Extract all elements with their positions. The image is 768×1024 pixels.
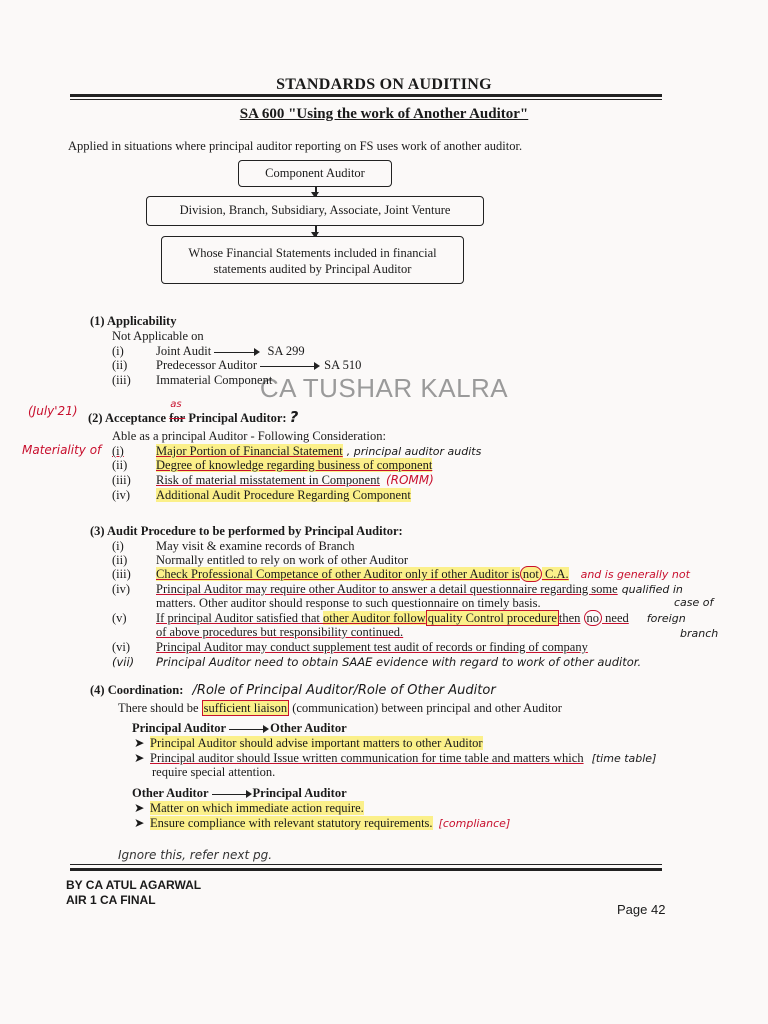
s1-item-1	[112, 344, 305, 359]
s3-item-5	[112, 611, 686, 626]
s2-heading-post: Principal Auditor:	[185, 411, 287, 425]
section-2-sub: Able as a principal Auditor - Following Consideration:	[112, 429, 386, 443]
flow-arrow-2	[315, 226, 317, 236]
s2-struck-word: for	[169, 411, 186, 425]
item-text-boxed: quality Control procedure	[427, 611, 557, 625]
section-1-heading: (1) Applicability	[90, 314, 177, 328]
s3-item-4-cont	[156, 596, 714, 611]
flow-box3-line2: statements audited by Principal Auditor	[213, 262, 412, 276]
item-text: Check Professional Competance of other Auditor only	[156, 567, 431, 581]
s4-heading-handwritten: /Role of Principal Auditor/Role of Other Auditor	[192, 683, 496, 698]
item-note: [compliance]	[438, 817, 511, 830]
arrow-bullet-icon: ➤	[134, 736, 145, 750]
item-text-d: C.A.	[541, 567, 569, 581]
s4-pa-heading	[132, 721, 347, 736]
watermark: CA TUSHAR KALRA	[259, 373, 509, 403]
item-note: branch	[680, 627, 719, 640]
item-label: Joint Audit	[156, 344, 212, 358]
item-text-circled: not	[520, 566, 542, 582]
from-label: Principal Auditor	[132, 721, 227, 735]
item-text: Risk of material misstatement in Component	[156, 473, 380, 487]
section-4-heading	[90, 683, 496, 698]
item-text-b: if other Auditor is	[430, 567, 520, 581]
s3-item-4	[112, 582, 683, 597]
flow-box-financial-statements	[161, 236, 464, 284]
flow-box3-line1: Whose Financial Statements included in financial	[188, 246, 437, 260]
s4-intro-c: (communication) between principal and other Auditor	[289, 701, 562, 715]
s4-oa-item-2	[134, 815, 510, 831]
s4-pa-item-2-cont: require special attention.	[152, 765, 276, 779]
arrow-icon	[260, 366, 318, 367]
to-label: Other Auditor	[270, 721, 347, 735]
flow-box-component-auditor: Component Auditor	[238, 160, 392, 187]
footer-rule-thin	[70, 864, 662, 865]
item-ref: SA 299	[267, 344, 305, 358]
s2-item-3	[112, 473, 434, 488]
arrow-icon	[214, 352, 258, 353]
s4-heading-text: (4) Coordination:	[90, 683, 184, 697]
s2-heading-pre: (2) Acceptance	[88, 411, 170, 425]
s4-intro	[118, 701, 562, 716]
item-text: Degree of knowledge regarding business of component	[156, 458, 433, 472]
s4-intro-a: There should be	[118, 701, 202, 715]
s2-margin-date-note: (July'21)	[28, 404, 78, 418]
item-num: (vi)	[112, 640, 131, 654]
item-text: Ensure compliance with relevant statutory requirements.	[150, 816, 433, 830]
item-num: (i)	[112, 539, 124, 553]
item-text: Principal Auditor may require other Auditor to answer a detail questionnaire regarding some	[156, 582, 618, 596]
item-label: Predecessor Auditor	[156, 358, 258, 372]
item-text-circled: no	[584, 610, 603, 626]
item-text-f: need	[602, 611, 629, 625]
item-text: Major Portion of Financial Statement	[156, 444, 343, 458]
item-text-b: other Auditor follow	[322, 611, 426, 625]
item-label: Immaterial Component	[156, 373, 273, 387]
item-note: , principal auditor audits	[346, 445, 482, 458]
s4-pa-item-1	[134, 735, 483, 751]
arrow-bullet-icon: ➤	[134, 816, 145, 830]
item-note: foreign	[646, 612, 686, 625]
flow-arrow-1	[315, 187, 317, 196]
item-text: If principal Auditor satisfied that	[156, 611, 323, 625]
intro-text: Applied in situations where principal auditor reporting on FS uses work of another auditor.	[68, 139, 523, 153]
arrow-icon	[212, 794, 250, 795]
item-num: (iv)	[112, 582, 131, 596]
item-text: Matter on which immediate action require.	[150, 801, 364, 815]
item-text: Additional Audit Procedure Regarding Component	[156, 488, 411, 502]
handwritten-footnote: Ignore this, refer next pg.	[118, 848, 273, 862]
page-number: Page 42	[617, 902, 666, 917]
s1-item-2	[112, 358, 361, 373]
item-ref: SA 510	[324, 358, 362, 372]
s2-item-4	[112, 488, 411, 503]
item-num: (ii)	[112, 553, 128, 567]
item-text: Principal Auditor may conduct supplement test audit of records or finding of company	[156, 640, 588, 654]
item-text: Principal Auditor should advise important matters to other Auditor	[150, 736, 483, 750]
header-rule	[70, 94, 662, 97]
s3-item-6	[112, 640, 588, 655]
s3-item-1	[112, 539, 355, 554]
item-num: (iii)	[112, 567, 131, 581]
s3-item-5-cont	[156, 625, 719, 640]
arrow-icon	[229, 729, 267, 730]
arrow-bullet-icon: ➤	[134, 801, 145, 815]
section-3-heading: (3) Audit Procedure to be performed by Principal Auditor:	[90, 524, 403, 538]
arrow-bullet-icon: ➤	[134, 751, 145, 765]
s4-intro-boxed: sufficient liaison	[203, 701, 288, 715]
item-text: Normally entitled to rely on work of other Auditor	[156, 553, 409, 567]
item-num: (vii)	[112, 655, 135, 669]
item-note: qualified in	[621, 583, 683, 596]
item-num: (iv)	[112, 488, 131, 502]
section-2-heading	[88, 399, 299, 426]
s3-item-2	[112, 553, 408, 568]
item-num: (i)	[112, 444, 124, 458]
item-text-d: then	[558, 611, 581, 625]
item-text: matters. Other auditor should response to such questionnaire on timely basis.	[156, 596, 541, 610]
item-num: (v)	[112, 611, 127, 625]
s4-oa-heading	[132, 786, 347, 801]
header-rule-thin	[70, 99, 662, 100]
question-mark: ?	[289, 408, 299, 426]
item-num: (ii)	[112, 458, 128, 472]
footer-rule	[70, 868, 662, 871]
s1-item-3	[112, 373, 272, 388]
item-num: (iii)	[112, 473, 131, 487]
item-note: [time table]	[591, 752, 657, 765]
item-note: and is generally not	[580, 568, 690, 581]
s3-item-3	[112, 567, 690, 582]
s2-heading-struck	[169, 399, 186, 425]
footer-author: BY CA ATUL AGARWAL	[66, 878, 202, 892]
item-note: (ROMM)	[385, 473, 434, 487]
item-text: Principal auditor should Issue written communication for time table and matters which	[150, 751, 584, 765]
s2-item-2	[112, 458, 432, 473]
s4-pa-item-2	[134, 750, 656, 766]
item-num: (ii)	[112, 358, 128, 372]
s2-item-1	[112, 444, 481, 459]
item-note: case of	[674, 596, 714, 609]
s2-margin-note: Materiality of	[22, 443, 102, 457]
item-num: (i)	[112, 344, 124, 358]
item-num: (iii)	[112, 373, 131, 387]
s4-oa-item-1	[134, 800, 364, 816]
document-subtitle: SA 600 "Using the work of Another Auditor"	[239, 106, 529, 122]
item-text: Principal Auditor need to obtain SAAE evidence with regard to work of other auditor.	[156, 655, 642, 669]
from-label: Other Auditor	[132, 786, 209, 800]
s2-insert-word: as	[170, 399, 182, 410]
item-text: of above procedures but responsibility continued.	[156, 625, 404, 639]
page-header-title: STANDARDS ON AUDITING	[276, 76, 492, 93]
s3-item-7-handwritten	[112, 655, 641, 669]
footer-rank: AIR 1 CA FINAL	[66, 893, 156, 907]
to-label: Principal Auditor	[252, 786, 347, 800]
item-text: May visit & examine records of Branch	[156, 539, 355, 553]
flow-box-entities: Division, Branch, Subsidiary, Associate, Joint Venture	[146, 196, 484, 226]
section-1-sub: Not Applicable on	[112, 329, 204, 343]
